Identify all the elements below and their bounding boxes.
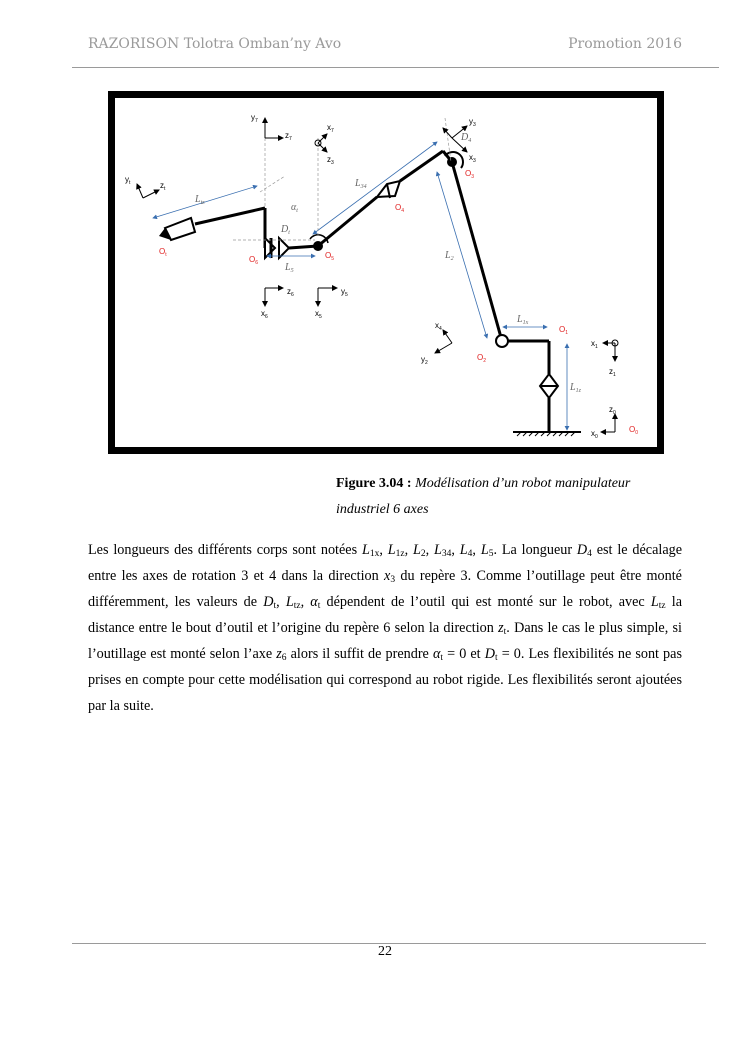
label-L1z: $L_{1z}$ — [570, 382, 581, 394]
label-y7: $y_7$ — [251, 113, 258, 124]
label-zt: $z_t$ — [160, 181, 166, 192]
caption-title-1: Modélisation d’un robot manipulateur — [415, 476, 631, 491]
label-O0: $O_0$ — [629, 425, 639, 436]
label-x6: $x_6$ — [261, 309, 268, 320]
label-O3: $O_3$ — [465, 169, 475, 180]
label-O6: $O_6$ — [249, 255, 259, 266]
text-segment: = 0 et — [443, 646, 485, 662]
body-paragraph: Les longueurs des différents corps sont notées $L_{1x}$, $L_{1z}$, $L_2$, $L_{34}$, $L_4$, $L_5$. La longueur $D_4$ est le décalage entre les axes de rotation 3 et 4 dans la direction $x_3$ du repère 3. Comme l’outillage peut être monté différemment, les valeurs de $D_t$, $L_{tz}$, $\alpha_t$ dépendent de l’outil qui est monté sur le robot, avec $L_{tz}$ la distance entre le bout d’outil et l’origine du repère 6 selon la direction $z_t$. Dans le cas le plus simple, si l’outillage est monté selon l’axe $z_6$ alors il suffit de prendre $\alpha_t = 0$ et $D_t = 0$. Les flexibilités ne sont pas prises en compte pour cette modélisation qui correspond au robot rigide. Les flexibilités seront ajoutées par la suite. — [88, 542, 683, 714]
label-x1: $x_1$ — [591, 339, 598, 350]
figure-caption — [336, 471, 666, 523]
label-O1: $O_1$ — [559, 325, 569, 336]
label-z7: $z_7$ — [285, 131, 292, 142]
text-segment: . La longueur — [493, 542, 577, 558]
label-x0: $x_0$ — [591, 429, 598, 440]
label-y2: $y_2$ — [421, 355, 428, 366]
text-segment: . Dans le cas le plus simple, si l’outillage est monté selon l’axe — [88, 620, 682, 662]
label-O2: $O_2$ — [477, 353, 487, 364]
label-O-t: $O_t$ — [159, 247, 167, 258]
label-z1: $z_1$ — [609, 367, 616, 378]
label-x5: $x_5$ — [315, 309, 322, 320]
label-Ltz: $L_{tz}$ — [195, 194, 205, 206]
label-z3: $z_3$ — [327, 155, 334, 166]
label-L5: $L_5$ — [285, 262, 294, 274]
header-author: RAZORISON Tolotra Omban’ny Avo — [88, 36, 342, 52]
text-segment: dépendent de l’outil qui est monté sur le robot, avec — [320, 594, 651, 610]
page-number: 22 — [378, 944, 392, 959]
label-x4: $x_4$ — [435, 321, 442, 332]
label-O5: $O_5$ — [325, 251, 335, 262]
label-x3: $x_3$ — [469, 153, 476, 164]
label-y5: $y_5$ — [341, 287, 348, 298]
robot-diagram-svg — [115, 98, 657, 447]
label-O4: $O_4$ — [395, 203, 405, 214]
label-alpha: $\alpha_t$ — [291, 202, 298, 214]
text-segment: alors il suffit de prendre — [286, 646, 433, 662]
label-L1x: $L_{1x}$ — [517, 314, 529, 326]
ground-base — [513, 432, 581, 436]
text-segment: du repère 3. Comme l’outillage peut être monté différemment, les valeurs de — [88, 568, 682, 610]
label-Dt: $D_t$ — [281, 224, 290, 236]
label-z0: $z_0$ — [609, 405, 616, 416]
text-segment: Les longueurs des différents corps sont notées — [88, 542, 362, 558]
figure-frame — [108, 91, 664, 454]
text-segment: la distance entre le bout d’outil et l’origine du repère 6 selon la direction — [88, 594, 683, 636]
header-promotion: Promotion 2016 — [568, 36, 682, 52]
label-x7: $x_7$ — [327, 123, 334, 134]
text-segment: = 0. Les flexibilités ne sont pas prises en compte pour cette modélisation qui correspond au robot rigide. Les flexibilités seront ajoutées par la suite. — [88, 646, 682, 714]
header-rule — [72, 67, 719, 68]
label-yt: $y_t$ — [125, 175, 131, 186]
text-segment: est le décalage entre les axes de rotation 3 et 4 dans la direction — [88, 542, 683, 584]
label-D4: $D_4$ — [461, 132, 472, 144]
label-z6: $z_6$ — [287, 287, 294, 298]
label-L34: $L_{34}$ — [355, 178, 367, 190]
robot-links — [195, 151, 549, 432]
label-L2: $L_2$ — [445, 250, 454, 262]
figure-robot-diagram — [114, 97, 658, 448]
caption-number: Figure 3.04 : — [336, 476, 412, 491]
caption-title-2: industriel 6 axes — [336, 502, 429, 517]
label-y3: $y_3$ — [469, 117, 476, 128]
